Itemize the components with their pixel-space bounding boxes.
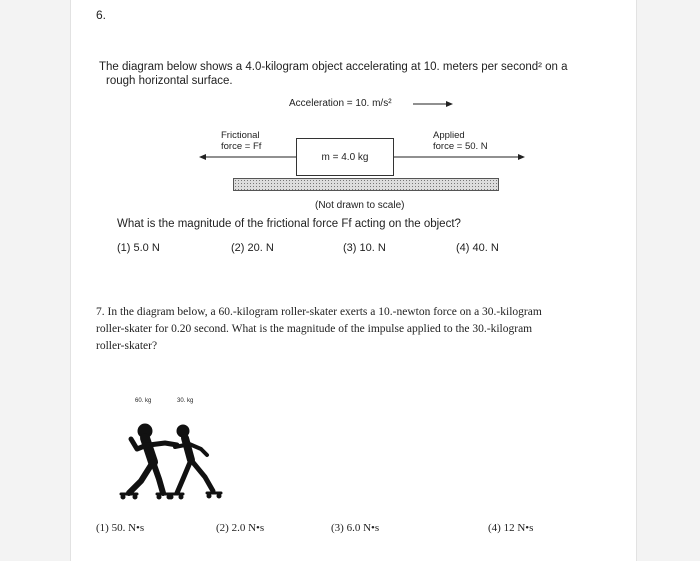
- applied-force-label-line2: force = 50. N: [433, 141, 488, 152]
- question-6-choice-1[interactable]: (1) 5.0 N: [117, 242, 160, 254]
- frictional-force-label-line1: Frictional: [221, 130, 260, 141]
- question-6-number: 6.: [96, 8, 107, 22]
- question-7-stem-line1: 7. In the diagram below, a 60.-kilogram roller-skater exerts a 10.-newton force on a 30.-kilogram: [96, 306, 542, 318]
- question-6-choice-4[interactable]: (4) 40. N: [456, 242, 499, 254]
- question-6-stem: [99, 60, 614, 88]
- applied-force-arrow-icon: [393, 152, 525, 162]
- question-6-prompt: What is the magnitude of the frictional force Ff acting on the object?: [117, 218, 461, 230]
- acceleration-arrow-icon: [413, 99, 453, 109]
- not-to-scale-note: (Not drawn to scale): [315, 200, 405, 211]
- question-6-stem-line2: rough horizontal surface.: [106, 75, 233, 87]
- skater-1-mass-label: 60. kg: [135, 398, 152, 404]
- roller-skaters-icon: [101, 385, 231, 500]
- acceleration-label: Acceleration = 10. m/s²: [289, 98, 392, 109]
- question-7-choice-1[interactable]: (1) 50. N•s: [96, 522, 145, 534]
- roller-skaters-figure: [101, 385, 231, 505]
- question-6-choice-2[interactable]: (2) 20. N: [231, 242, 274, 254]
- frictional-force-label-line2: force = Ff: [221, 141, 262, 152]
- skater-2-mass-label: 30. kg: [177, 398, 194, 404]
- frictional-force-label: [221, 130, 261, 152]
- question-6-stem-line1: The diagram below shows a 4.0-kilogram object accelerating at 10. meters per second² on a: [99, 61, 568, 73]
- question-7-choice-3[interactable]: (3) 6.0 N•s: [331, 522, 380, 534]
- frictional-force-arrow-icon: [199, 152, 299, 162]
- rough-surface: [233, 178, 499, 191]
- mass-block: [296, 138, 394, 176]
- applied-force-label-line1: Applied: [433, 130, 465, 141]
- question-7-stem-line3: roller-skater?: [96, 340, 158, 352]
- question-7-choice-2[interactable]: (2) 2.0 N•s: [216, 522, 265, 534]
- applied-force-label: [433, 130, 488, 152]
- question-6-choice-3[interactable]: (3) 10. N: [343, 242, 386, 254]
- worksheet-page: [70, 0, 637, 561]
- question-7-choice-4[interactable]: (4) 12 N•s: [488, 522, 534, 534]
- question-7-stem: [96, 304, 616, 355]
- question-7-stem-line2: roller-skater for 0.20 second. What is the magnitude of the impulse applied to the 30.-kilogram: [96, 323, 533, 335]
- mass-label: m = 4.0 kg: [321, 151, 369, 163]
